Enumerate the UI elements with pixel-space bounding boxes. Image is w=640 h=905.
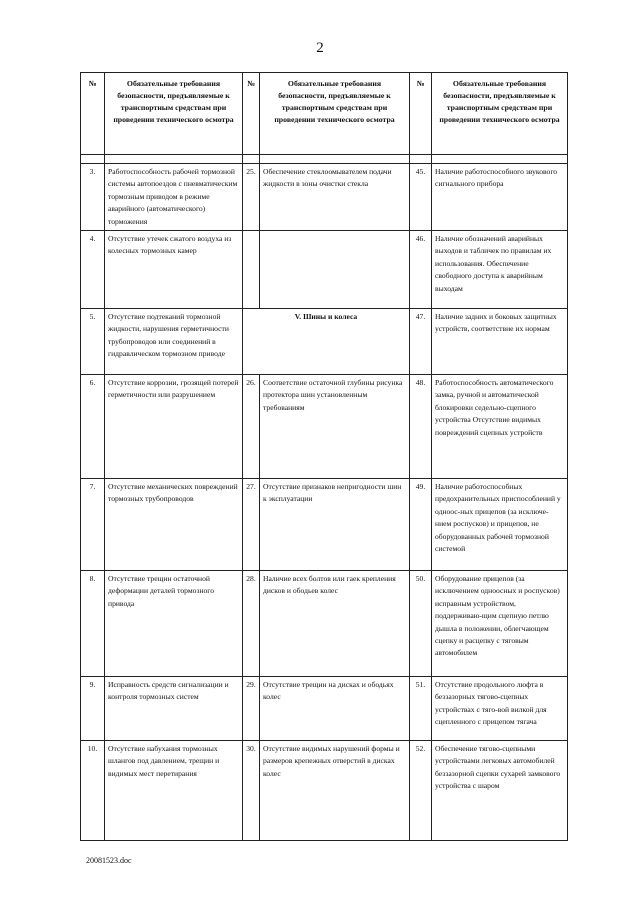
requirement-text: Работоспособность рабочей тормозной системы автопоездов с пневматическим тормозным приводом в режиме аварийного (автоматического) торможения (105, 164, 243, 231)
requirement-text: Отсутствие трещин на дисках и ободьях колес (260, 677, 410, 741)
row-number: 29. (243, 677, 260, 741)
requirement-text: Наличие задних и боковых защитных устройств, соответствие их нормам (432, 309, 568, 375)
header-num-2: № (243, 73, 260, 155)
row-number: 46. (410, 231, 432, 309)
requirement-text: Отсутствие трещин остаточной деформации деталей тормозного привода (105, 571, 243, 677)
table-row (81, 164, 568, 231)
row-number: 4. (81, 231, 105, 309)
row-number: 49. (410, 479, 432, 571)
header-title-1: Обязательные требования безопасности, предъявляемые к транспортным средствам при проведении технического осмотра (105, 73, 243, 155)
table-row (81, 677, 568, 741)
row-number (243, 231, 260, 309)
row-number: 45. (410, 164, 432, 231)
requirement-text: Исправность средств сигнализации и контроля тормозных систем (105, 677, 243, 741)
row-number: 7. (81, 479, 105, 571)
row-number: 30. (243, 741, 260, 841)
requirement-text: Отсутствие признаков непригодности шин к эксплуатации (260, 479, 410, 571)
section-heading: V. Шины и колеса (243, 309, 410, 375)
requirement-text: Наличие обозначений аварийных выходов и табличек по правилам их использования. Обеспечение свободного доступа к аварийным выходам (432, 231, 568, 309)
requirement-text (260, 231, 410, 309)
row-number: 25. (243, 164, 260, 231)
requirement-text: Отсутствие набухания тормозных шлангов под давлением, трещин и видимых мест перетирания (105, 741, 243, 841)
page-number: 2 (316, 40, 324, 56)
row-number: 26. (243, 375, 260, 479)
row-number: 50. (410, 571, 432, 677)
requirements-table (80, 72, 568, 841)
requirement-text: Работоспособность автоматического замка, ручной и автоматической блокировки седельно-сцепного устройства Отсутствие видимых повреждений сцепных устройств (432, 375, 568, 479)
row-number: 51. (410, 677, 432, 741)
table-row (81, 479, 568, 571)
table-row (81, 309, 568, 375)
row-number: 27. (243, 479, 260, 571)
requirement-text: Отсутствие видимых нарушений формы и размеров крепежных отверстий в дисках колес (260, 741, 410, 841)
header-title-3: Обязательные требования безопасности, предъявляемые к транспортным средствам при проведении технического осмотра (432, 73, 568, 155)
table-row (81, 231, 568, 309)
table-row (81, 571, 568, 677)
requirement-text: Наличие работоспособных предохранительных приспособлений у одноос-ных прицепов (за исключе-нием роспусков) и прицепов, не оборудованных рабочей тормозной системой (432, 479, 568, 571)
requirement-text: Оборудование прицепов (за исключением одноосных и роспусков) исправным устройством, поддерживаю-щим сцепную петлю дышла в положении, облегчающем сцепку и расцепку с тяговым автомобилем (432, 571, 568, 677)
table-header-row (81, 73, 568, 155)
table-spacer-row (81, 155, 568, 164)
requirement-text: Обеспечение тягово-сцепными устройствами легковых автомобилей беззазорной сцепки сухарей замкового устройства с шаром (432, 741, 568, 841)
header-num-3: № (410, 73, 432, 155)
requirement-text: Отсутствие коррозии, грозящей потерей герметичности или разрушением (105, 375, 243, 479)
row-number: 5. (81, 309, 105, 375)
table-row (81, 741, 568, 841)
document-filename: 20081523.doc (86, 856, 132, 865)
row-number: 3. (81, 164, 105, 231)
header-title-2: Обязательные требования безопасности, предъявляемые к транспортным средствам при проведении технического осмотра (260, 73, 410, 155)
row-number: 28. (243, 571, 260, 677)
requirement-text: Отсутствие подтеканий тормозной жидкости, нарушения герметичности трубопроводов или соединений в гидравлическом тормозном приводе (105, 309, 243, 375)
row-number: 9. (81, 677, 105, 741)
requirement-text: Отсутствие механических повреждений тормозных трубопроводов (105, 479, 243, 571)
header-num-1: № (81, 73, 105, 155)
requirement-text: Обеспечение стеклоомывателем подачи жидкости в зоны очистки стекла (260, 164, 410, 231)
row-number: 8. (81, 571, 105, 677)
requirement-text: Отсутствие продольного люфта в беззазорных тягово-сцепных устройствах с тяго-вой вилкой для сцепленного с прицепом тягача (432, 677, 568, 741)
requirement-text: Наличие работоспособного звукового сигнального прибора (432, 164, 568, 231)
requirement-text: Соответствие остаточной глубины рисунка протектора шин установленным требованиям (260, 375, 410, 479)
requirement-text: Наличие всех болтов или гаек крепления дисков и ободьев колес (260, 571, 410, 677)
row-number: 47. (410, 309, 432, 375)
row-number: 10. (81, 741, 105, 841)
row-number: 6. (81, 375, 105, 479)
row-number: 52. (410, 741, 432, 841)
requirement-text: Отсутствие утечек сжатого воздуха из колесных тормозных камер (105, 231, 243, 309)
row-number: 48. (410, 375, 432, 479)
table-row (81, 375, 568, 479)
